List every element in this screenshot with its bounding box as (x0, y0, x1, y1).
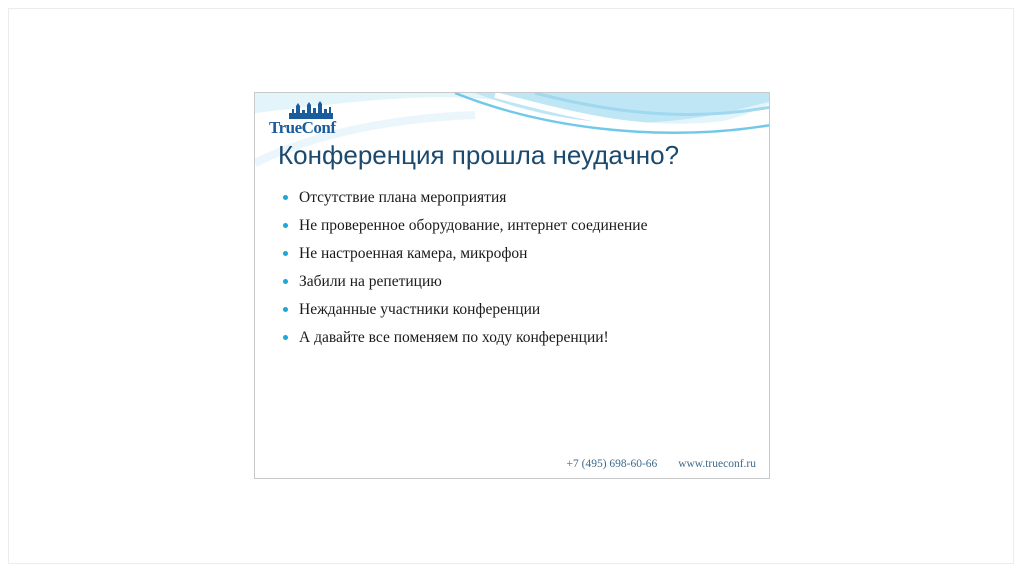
bullet-item (283, 328, 753, 347)
slide-title: Конференция прошла неудачно? (278, 140, 680, 170)
bullet-item (283, 244, 753, 263)
bullet-dot-icon (283, 307, 288, 312)
bullet-list (283, 188, 753, 356)
bullet-text: Не настроенная камера, микрофон (299, 245, 528, 262)
bullet-item (283, 272, 753, 291)
bullet-dot-icon (283, 251, 288, 256)
city-skyline-icon (289, 101, 333, 119)
presentation-slide (254, 92, 770, 479)
bullet-text: А давайте все поменяем по ходу конференции! (299, 329, 609, 346)
bullet-text: Отсутствие плана мероприятия (299, 189, 507, 206)
footer-website: www.trueconf.ru (678, 458, 756, 470)
bullet-item (283, 300, 753, 319)
bullet-text: Нежданные участники конференции (299, 301, 541, 318)
slide-footer (567, 458, 757, 470)
bullet-dot-icon (283, 335, 288, 340)
bullet-item (283, 216, 753, 235)
bullet-dot-icon (283, 195, 288, 200)
trueconf-logo (269, 101, 343, 141)
footer-phone: +7 (495) 698-60-66 (566, 458, 658, 470)
bullet-dot-icon (283, 223, 288, 228)
bullet-item (283, 188, 753, 207)
bullet-dot-icon (283, 279, 288, 284)
bullet-text: Не проверенное оборудование, интернет соединение (299, 217, 648, 234)
logo-wordmark: TrueConf (269, 118, 336, 137)
bullet-text: Забили на репетицию (299, 273, 442, 290)
